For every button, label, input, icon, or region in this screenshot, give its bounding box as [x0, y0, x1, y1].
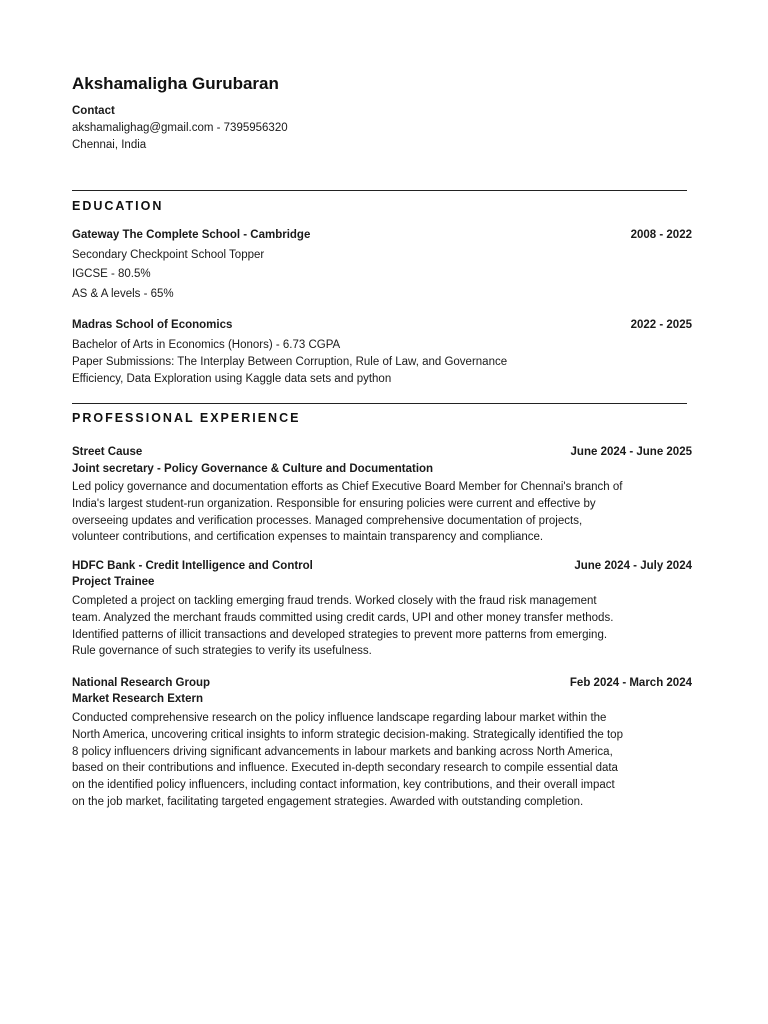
experience-heading: PROFESSIONAL EXPERIENCE — [72, 411, 301, 425]
description-line: Completed a project on tackling emerging fraud trends. Worked closely with the fraud risk management — [72, 595, 597, 607]
description-line: India's largest student-run organization. Responsible for ensuring policies were current and effective by — [72, 497, 596, 510]
description-line: overseeing updates and verification processes. Managed comprehensive documentation of projects, — [72, 514, 583, 527]
education-detail: IGCSE - 80.5% — [72, 268, 151, 280]
organization-name: HDFC Bank - Credit Intelligence and Control — [72, 560, 313, 572]
organization-name: National Research Group — [72, 677, 211, 689]
school-name: Madras School of Economics — [72, 319, 233, 331]
description-line: Identified patterns of illicit transactions and developed strategies to prevent more patterns from emerging. — [72, 628, 608, 641]
job-role: Joint secretary - Policy Governance & Culture and Documentation — [72, 463, 434, 475]
job-description — [72, 479, 694, 546]
experience-dates: June 2024 - July 2024 — [574, 560, 692, 572]
school-years: 2022 - 2025 — [630, 319, 692, 331]
organization-name: Street Cause — [72, 446, 143, 458]
contact-location: Chennai, India — [72, 139, 147, 151]
experience-dates: Feb 2024 - March 2024 — [569, 677, 692, 689]
education-detail: Secondary Checkpoint School Topper — [72, 249, 265, 261]
description-line: team. Analyzed the merchant frauds committed using credit cards, UPI and other money transfer methods. — [72, 611, 614, 624]
description-line: Led policy governance and documentation efforts as Chief Executive Board Member for Chennai's branch of — [72, 481, 623, 493]
contact-heading: Contact — [72, 105, 115, 117]
school-name: Gateway The Complete School - Cambridge — [72, 229, 311, 241]
job-role: Project Trainee — [72, 576, 155, 588]
section-divider — [72, 190, 687, 191]
description-line: Rule governance of such strategies to verify its usefulness. — [72, 645, 372, 658]
description-line: Conducted comprehensive research on the policy influence landscape regarding labour market within the — [72, 712, 607, 724]
description-line: on the identified policy influencers, including contact information, key contributions, and their overall impact — [72, 779, 615, 792]
section-divider — [72, 403, 687, 404]
education-detail: Efficiency, Data Exploration using Kaggle data sets and python — [72, 373, 392, 385]
school-years: 2008 - 2022 — [630, 229, 692, 241]
description-line: based on their contributions and influence. Executed in-depth secondary research to compile essential data — [72, 762, 618, 775]
description-line: 8 policy influencers driving significant advancements in labour markets and banking across North America, — [72, 745, 613, 758]
education-heading: EDUCATION — [72, 199, 164, 213]
job-description — [72, 710, 694, 811]
description-line: North America, uncovering critical insights to inform strategic decision-making. Strategically identified the top — [72, 728, 623, 741]
education-detail: Paper Submissions: The Interplay Between Corruption, Rule of Law, and Governance — [72, 356, 508, 368]
education-detail: AS & A levels - 65% — [72, 288, 174, 300]
experience-dates: June 2024 - June 2025 — [570, 446, 692, 458]
description-line: volunteer contributions, and certification expenses to maintain transparency and compliance. — [72, 531, 544, 544]
job-role: Market Research Extern — [72, 693, 204, 705]
education-detail: Bachelor of Arts in Economics (Honors) - 6.73 CGPA — [72, 339, 341, 351]
contact-email-phone: akshamalighag@gmail.com - 7395956320 — [72, 122, 288, 134]
description-line: on the job market, facilitating targeted engagement strategies. Awarded with outstanding completion. — [72, 795, 584, 808]
candidate-name: Akshamaligha Gurubaran — [72, 74, 279, 93]
job-description — [72, 593, 694, 660]
